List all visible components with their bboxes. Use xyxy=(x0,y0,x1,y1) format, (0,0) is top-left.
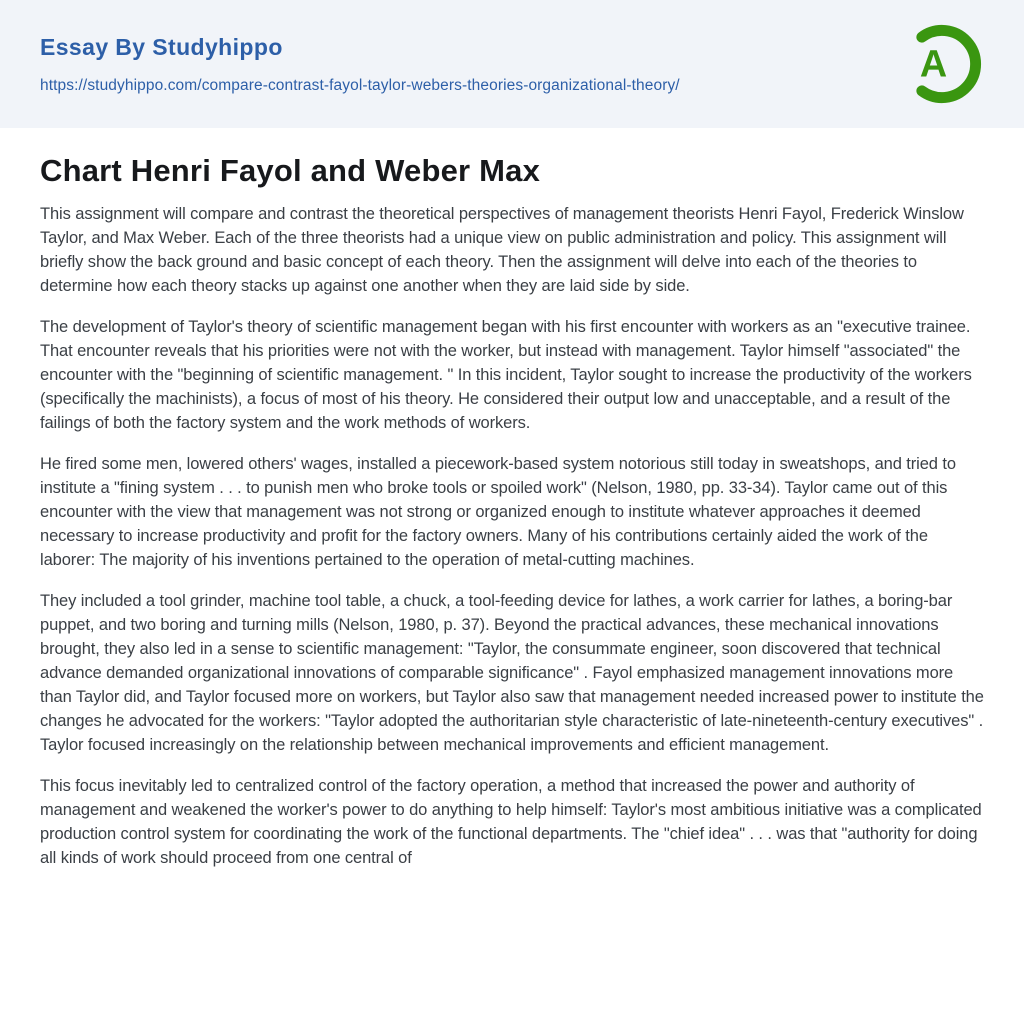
article-paragraph: He fired some men, lowered others' wages, installed a piecework-based system notorious still today in sweatshops, and tried to institute a "fining system . . . to punish men who broke tools or spoiled work" (Nelson, 1980, pp. 33-34). Taylor came out of this encounter with the view that management was not strong or organized enough to institute whatever approaches it deemed necessary to increase productivity and profit for the factory owners. Many of his contributions certainly aided the work of the laborer: The majority of his inventions pertained to the operation of metal-cutting machines. xyxy=(40,455,956,569)
studyhippo-logo-icon xyxy=(900,22,984,106)
header-text-block xyxy=(40,34,680,95)
page-header xyxy=(0,0,1024,128)
logo-letter: A xyxy=(919,43,948,86)
site-title: Essay By Studyhippo xyxy=(40,33,283,60)
article-paragraph: The development of Taylor's theory of scientific management began with his first encounter with workers as an "executive trainee. That encounter reveals that his priorities were not with the worker, but instead with management. Taylor himself "associated" the encounter with the "beginning of scientific management. " In this incident, Taylor sought to increase the productivity of the workers (specifically the machinists), a focus of most of his theory. He considered their output low and unacceptable, and a result of the failings of both the factory system and the work methods of workers. xyxy=(40,318,972,432)
article-body xyxy=(40,202,984,870)
article-url-link[interactable]: https://studyhippo.com/compare-contrast-fayol-taylor-webers-theories-organizational-theory/ xyxy=(40,76,680,94)
article-title: Chart Henri Fayol and Weber Max xyxy=(40,153,541,188)
article-paragraph: This focus inevitably led to centralized control of the factory operation, a method that increased the power and authority of management and weakened the worker's power to do anything to help himself: Taylor's most ambitious initiative was a complicated production control system for coordinating the work of the functional departments. The "chief idea" . . . was that "authority for doing all kinds of work should proceed from one central of xyxy=(40,777,982,867)
article xyxy=(0,152,1024,870)
article-paragraph: They included a tool grinder, machine tool table, a chuck, a tool-feeding device for lathes, a work carrier for lathes, a boring-bar puppet, and two boring and turning mills (Nelson, 1980, p. 37). Beyond the practical advances, these mechanical innovations brought, they also led in a sense to scientific management: "Taylor, the consummate engineer, soon discovered that technical advance demanded organizational innovations of comparable significance" . Fayol emphasized management innovations more than Taylor did, and Taylor focused more on workers, but Taylor also saw that management needed increased power to institute the changes he advocated for the workers: "Taylor adopted the authoritarian style characteristic of late-nineteenth-century executives" . Taylor focused increasingly on the relationship between mechanical improvements and efficient management. xyxy=(40,592,984,754)
article-paragraph: This assignment will compare and contrast the theoretical perspectives of management theorists Henri Fayol, Frederick Winslow Taylor, and Max Weber. Each of the three theorists had a unique view on public administration and policy. This assignment will briefly show the back ground and basic concept of each theory. Then the assignment will delve into each of the theories to determine how each theory stacks up against one another when they are laid side by side. xyxy=(40,205,964,295)
